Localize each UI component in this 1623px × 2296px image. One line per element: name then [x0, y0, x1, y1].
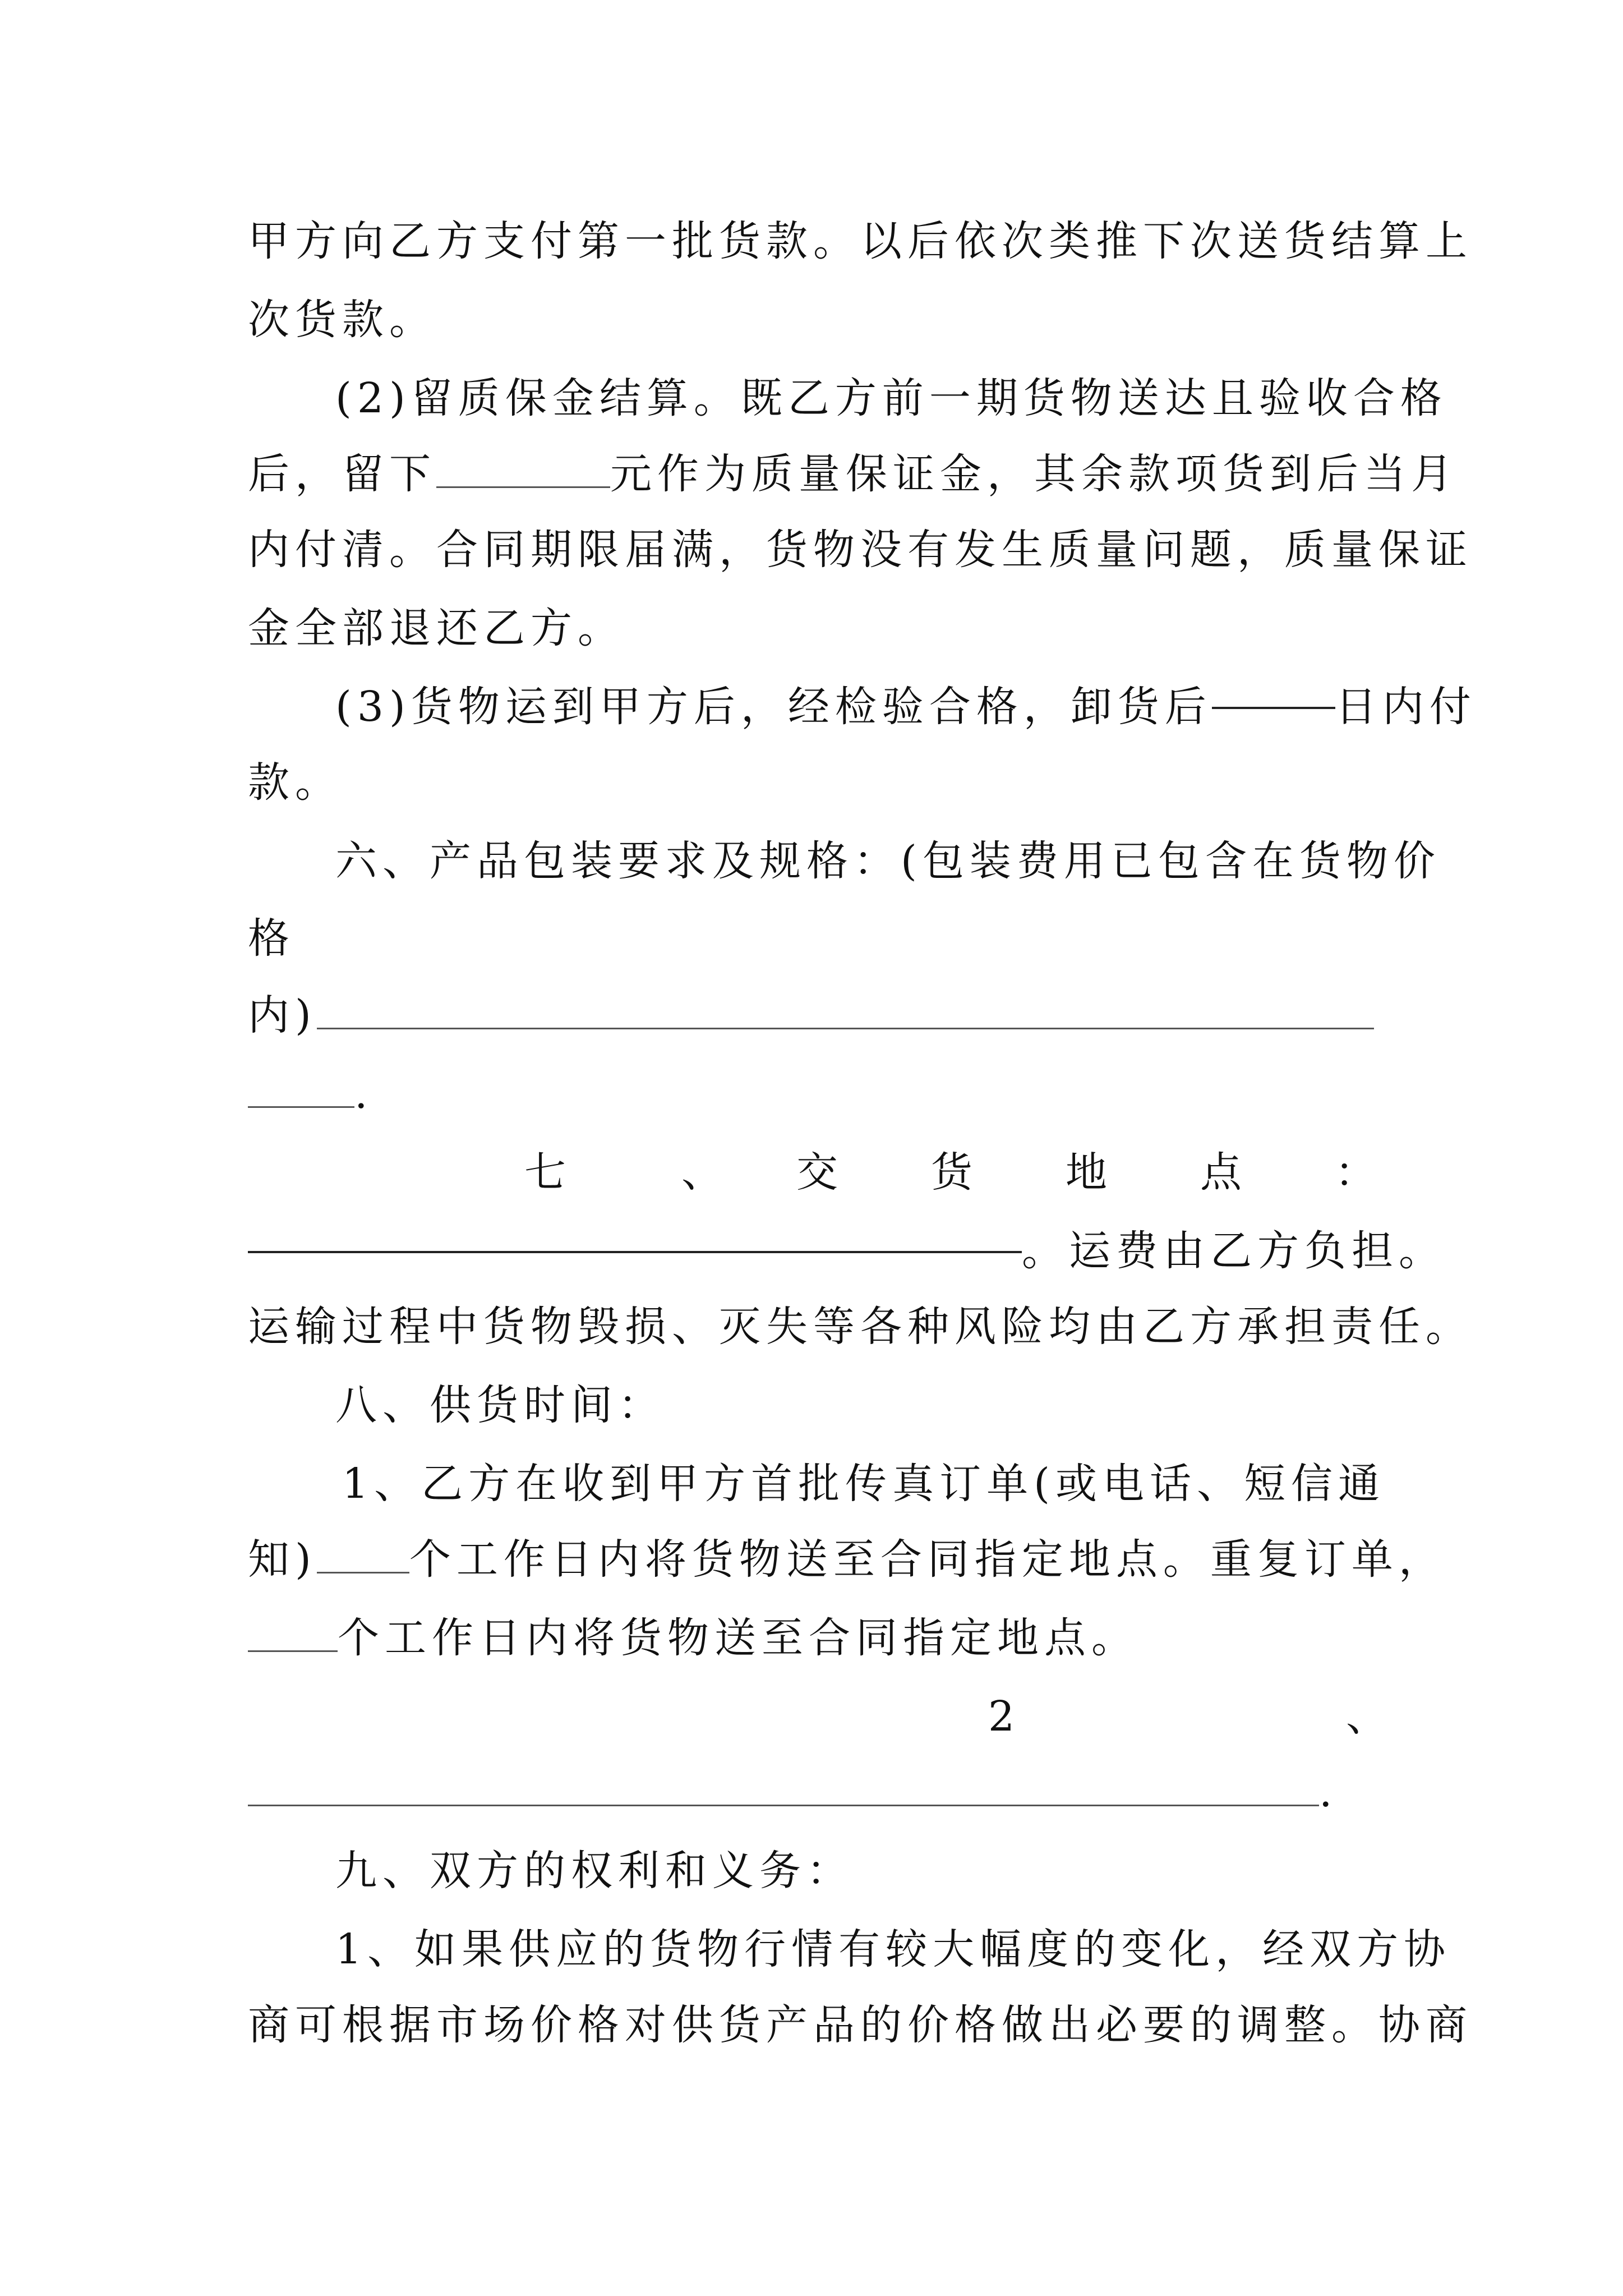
fill-in-blank	[436, 452, 610, 488]
paragraph-text: 知)	[248, 1535, 317, 1584]
text-line	[248, 2000, 1473, 2050]
text-line	[248, 524, 1473, 575]
dash-blank	[248, 1251, 1022, 1253]
text-line	[248, 1767, 1338, 1818]
text-line	[342, 1458, 1385, 1509]
spread-char: ：	[1335, 1148, 1376, 1197]
fill-in-blank	[317, 993, 1374, 1029]
paragraph-text: (2)留质保金结算。既乙方前一期货物送达且验收合格	[335, 374, 1447, 422]
paragraph-text: 八、供货时间：	[335, 1381, 665, 1429]
paragraph-text: 款。	[248, 758, 342, 807]
fill-in-blank	[248, 1616, 338, 1652]
paragraph-text: .	[354, 1070, 374, 1118]
paragraph-text: 个工作日内将货物送至合同指定地点。重复订单，	[409, 1535, 1446, 1584]
paragraph-text: 六、产品包装要求及规格：(包装费用已包含在货物价	[335, 837, 1441, 885]
text-line	[248, 216, 1473, 266]
text-line	[335, 682, 1477, 732]
spread-char: 货	[931, 1148, 972, 1197]
paragraph-text: 商可根据市场价格对供货产品的价格做出必要的调整。协商	[248, 2001, 1473, 2049]
paragraph-text: 格	[248, 914, 295, 963]
fill-in-blank	[248, 1071, 354, 1108]
section-heading	[335, 1846, 854, 1896]
paragraph-text: 后，留下	[248, 450, 436, 498]
text-line	[248, 1226, 1446, 1276]
paragraph-text: .	[1319, 1768, 1338, 1816]
paragraph-text: 九、双方的权利和义务：	[335, 1847, 854, 1895]
text-line	[248, 1301, 1473, 1352]
spread-char: 七	[524, 1148, 566, 1197]
paragraph-text: 次货款。	[248, 296, 436, 344]
paragraph-text: 金全部退还乙方。	[248, 604, 625, 652]
paragraph-text: 日内付	[1335, 683, 1477, 731]
fill-in-blank	[317, 1537, 409, 1573]
text-line	[248, 295, 436, 345]
paragraph-text: 个工作日内将货物送至合同指定地点。	[338, 1614, 1138, 1662]
paragraph-text: 1、乙方在收到甲方首批传真订单(或电话、短信通	[342, 1460, 1385, 1508]
text-line	[248, 913, 295, 964]
text-line	[248, 603, 625, 654]
spread-char: 地	[1066, 1148, 1107, 1197]
fill-in-blank	[248, 1770, 1319, 1806]
spread-char: 、	[1346, 1692, 1387, 1741]
paragraph-text: (3)货物运到甲方后，经检验合格，卸货后	[335, 683, 1212, 731]
section-heading	[335, 1380, 665, 1430]
dash-blank	[1212, 707, 1335, 709]
paragraph-text: 1、如果供应的货物行情有较大幅度的变化，经双方协	[335, 1925, 1451, 1973]
spread-char: 交	[796, 1148, 838, 1197]
text-line	[248, 757, 342, 808]
paragraph-text: 运输过程中货物毁损、灭失等各种风险均由乙方承担责任。	[248, 1303, 1473, 1351]
text-line	[248, 449, 1458, 499]
paragraph-text: 甲方向乙方支付第一批货款。以后依次类推下次送货结算上	[248, 217, 1473, 265]
paragraph-text: 内)	[248, 991, 317, 1039]
paragraph-text: 元作为质量保证金，其余款项货到后当月	[610, 450, 1458, 498]
paragraph-text: 内付清。合同期限届满，货物没有发生质量问题，质量保证	[248, 526, 1473, 574]
text-line	[248, 990, 1374, 1041]
text-line	[248, 1613, 1138, 1663]
spread-char: 2	[988, 1692, 1015, 1741]
text-line	[335, 373, 1447, 424]
text-line	[248, 1534, 1446, 1585]
text-line	[248, 1069, 374, 1119]
text-line	[335, 1924, 1451, 1975]
section-heading	[335, 836, 1441, 886]
paragraph-text: 。运费由乙方负担。	[1022, 1227, 1446, 1275]
spread-char: 、	[681, 1148, 723, 1197]
spread-char: 点	[1200, 1148, 1242, 1197]
